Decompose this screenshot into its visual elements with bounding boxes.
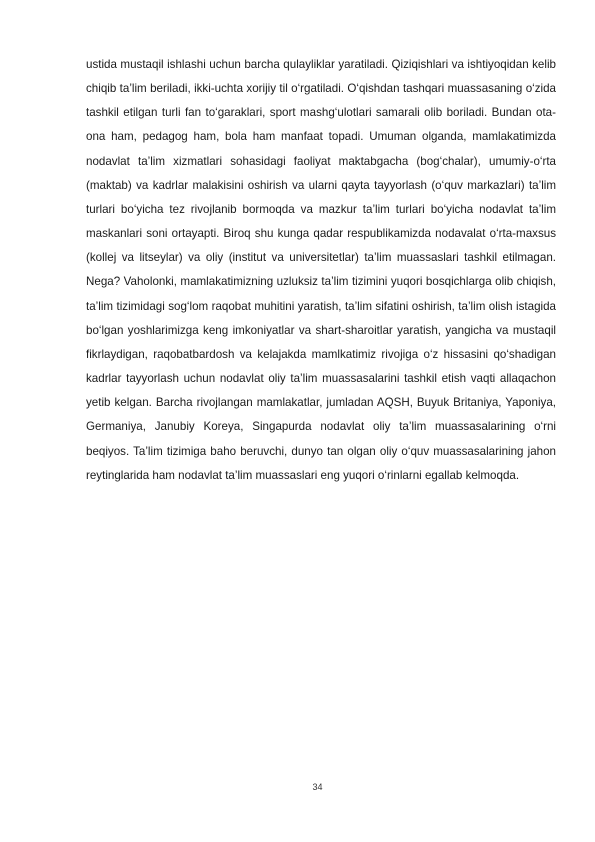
page-number: 34 [312, 782, 323, 792]
body-paragraph: ustida mustaqil ishlashi uchun barcha qulayliklar yaratiladi. Qiziqishlari va ishtiyoqidan kelib chiqib ta’lim beriladi, ikki-uchta xorijiy til o‘rgatiladi. O‘qishdan tashqari muassasaning o‘zida tashkil etilgan turli fan to‘garaklari, sport mashg‘ulotlari samarali olib boriladi. Bundan ota-ona ham, pedagog ham, bola ham manfaat topadi. Umuman olganda, mamlakatimizda nodavlat ta’lim xizmatlari sohasidagi faoliyat maktabgacha (bog‘chalar), umumiy-o‘rta (maktab) va kadrlar malakisini oshirish va ularni qayta tayyorlash (o‘quv markazlari) ta’lim turlari bo‘yicha tez rivojlanib bormoqda va mazkur ta’lim turlari bo‘yicha nodavlat ta’lim maskanlari soni ortayapti. Biroq shu kunga qadar respublikamizda nodavalat o‘rta-maxsus (kollej va litseylar) va oliy (institut va universitetlar) ta’lim muassaslari tashkil etilmagan. Nega? Vaholonki, mamlakatimizning uzluksiz ta’lim tizimini yuqori bosqichlarga olib chiqish, ta’lim tizimidagi sog‘lom raqobat muhitini yaratish, ta’lim sifatini oshirish, ta’lim olish istagida bo‘lgan yoshlarimizga keng imkoniyatlar va shart-sharoitlar yaratish, yangicha va mustaqil fikrlaydigan, raqobatbardosh va kelajakda mamlkatimiz rivojiga o‘z hissasini qo‘shadigan kadrlar tayyorlash uchun nodavlat oliy ta’lim muassasalarini tashkil etish vaqti allaqachon yetib kelgan. Barcha rivojlangan mamlakatlar, jumladan AQSH, Buyuk Britaniya, Yaponiya, Germaniya, Janubiy Koreya, Singapurda nodavlat oliy ta’lim muassasalarining o‘rni beqiyos. Ta’lim tizimiga baho beruvchi, dunyo tan olgan oliy o‘quv muassasalarining jahon reytinglarida ham nodavlat ta’lim muassaslari eng yuqori o‘rinlarni egallab kelmoqda. [86, 58, 556, 482]
